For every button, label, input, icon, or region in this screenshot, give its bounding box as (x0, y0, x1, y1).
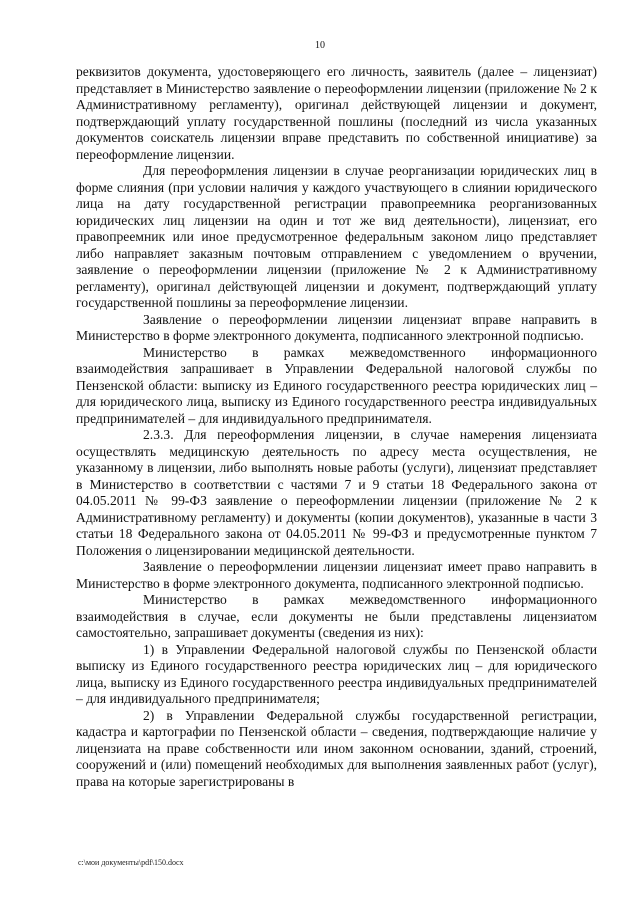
paragraph-6: Заявление о переоформлении лицензии лицензиат имеет право направить в Министерство в форме электронного документа, подписанного электронной подписью. (76, 559, 597, 591)
paragraph-3: Заявление о переоформлении лицензии лицензиат вправе направить в Министерство в форме электронного документа, подписанного электронной подписью. (76, 311, 597, 343)
paragraph-9: 2) в Управлении Федеральной службы государственной регистрации, кадастра и картографии по Пензенской области – сведения, подтверждающие наличие у лицензиата на праве собственности или ином законном основании, зданий, строений, сооружений и (или) помещений необходимых для выполнения заявленных работ (услуг), права на которые зарегистрированы в (76, 707, 597, 789)
footer-file-path: c:\мои документы\pdf\150.docx (78, 858, 184, 867)
page-number: 10 (315, 40, 325, 51)
paragraph-4: Министерство в рамках межведомственного информационного взаимодействия запрашивает в Управлении Федеральной налоговой службы по Пензенской области: выписку из Единого государственного реестра юридических лиц – для юридического лица, выписку из Единого государственного реестра индивидуальных предпринимателей – для индивидуального предпринимателя. (76, 344, 597, 426)
paragraph-8: 1) в Управлении Федеральной налоговой службы по Пензенской области выписку из Единого государственного реестра юридических лиц – для юридического лица, выписку из Единого государственного реестра индивидуальных предпринимателей – для индивидуального предпринимателя; (76, 641, 597, 706)
paragraph-7: Министерство в рамках межведомственного информационного взаимодействия в случае, если документы не были представлены лицензиатом самостоятельно, запрашивает документы (сведения из них): (76, 592, 597, 640)
paragraph-5: 2.3.3. Для переоформления лицензии, в случае намерения лицензиата осуществлять медицинскую деятельность по адресу места осуществления, не указанному в лицензии, либо выполнять новые работы (услуги), лицензиат представляет в Министерство в соответствии с частями 7 и 9 статьи 18 Федерального закона от 04.05.2011 № 99-ФЗ заявление о переоформлении лицензии (приложение № 2 к Административному регламенту) и документы (копии документов), указанные в части 3 статьи 18 Федерального закона от 04.05.2011 № 99-ФЗ и предусмотренные пунктом 7 Положения о лицензировании медицинской деятельности. (76, 427, 597, 558)
document-body (76, 64, 597, 790)
paragraph-2: Для переоформления лицензии в случае реорганизации юридических лиц в форме слияния (при условии наличия у каждого участвующего в слиянии юридического лица на дату государственной регистрации правопреемника реорганизованных юридических лиц лицензии на один и тот же вид деятельности), лицензиат, его правопреемник или иное предусмотренное федеральным законом лицо представляет либо направляет заказным почтовым отправлением с уведомлением о вручении, заявление о переоформлении лицензии (приложение № 2 к Административному регламенту), оригинал действующей лицензии и документ, подтверждающий уплату государственной пошлины за переоформление лицензии. (76, 163, 597, 310)
paragraph-1: реквизитов документа, удостоверяющего его личность, заявитель (далее – лицензиат) представляет в Министерство заявление о переоформлении лицензии (приложение № 2 к Административному регламенту), оригинал действующей лицензии и документ, подтверждающий уплату государственной пошлины (последний из числа указанных документов соискатель лицензии вправе представить по собственной инициативе) за переоформление лицензии. (76, 64, 597, 162)
